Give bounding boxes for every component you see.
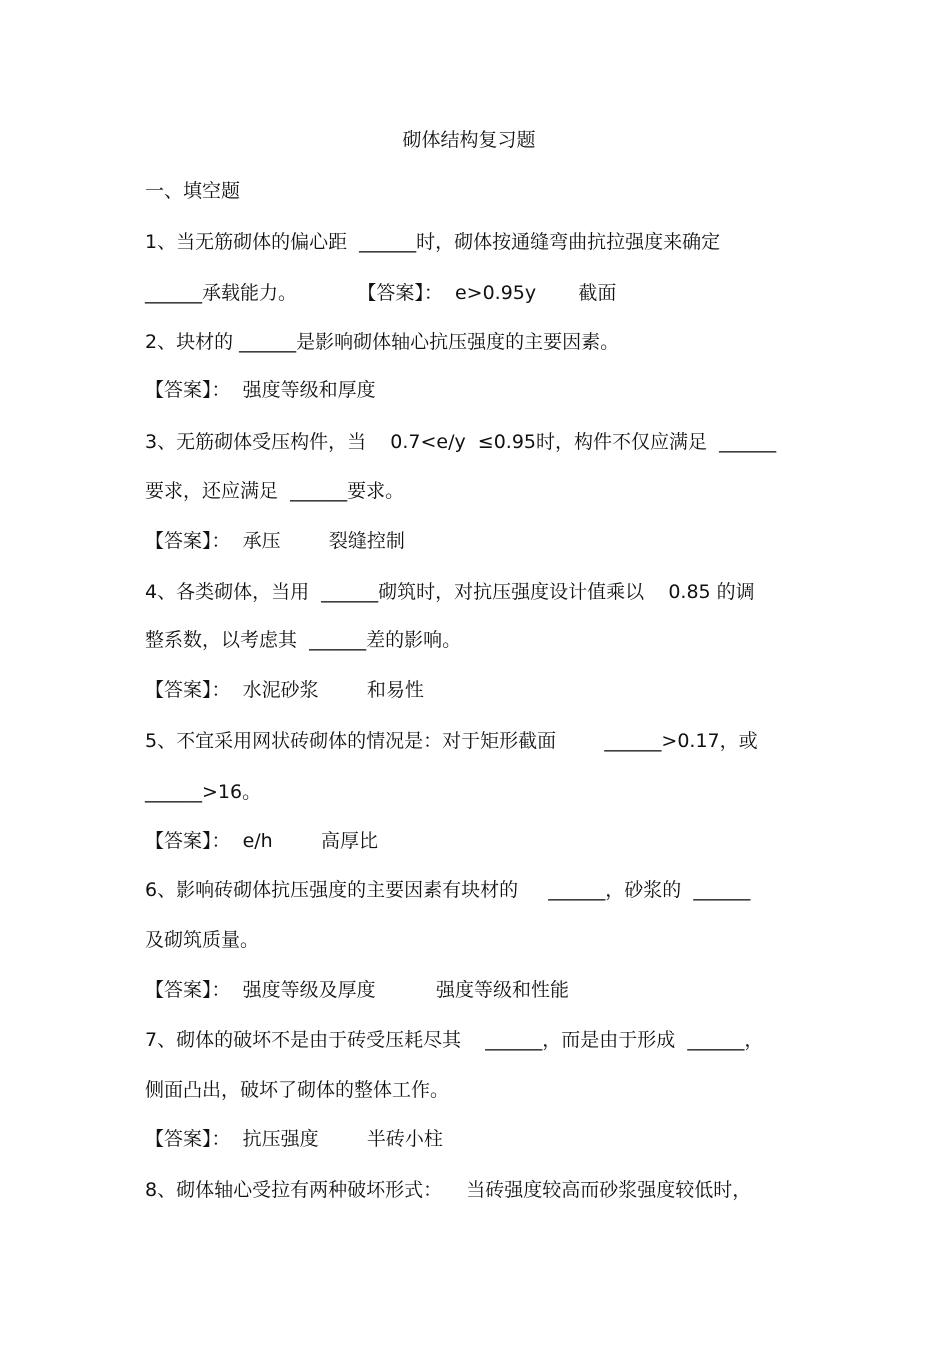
question-7-line-1: 7、砌体的破坏不是由于砖受压耗尽其 ______，而是由于形成 ______， — [145, 1029, 764, 1051]
question-5-line-2: ______>16。 — [145, 781, 262, 803]
question-6-line-2: 及砌筑质量。 — [145, 929, 260, 951]
question-4-line-1: 4、各类砌体，当用 ______砌筑时，对抗压强度设计值乘以 0.85 的调 — [145, 581, 755, 603]
question-7-line-2: 侧面凸出，破坏了砌体的整体工作。 — [145, 1079, 450, 1101]
question-4-line-2: 整系数，以考虑其 ______差的影响。 — [145, 629, 462, 651]
answer-4: 【答案】： 水泥砂浆 和易性 — [145, 679, 424, 701]
question-6-line-1: 6、影响砖砌体抗压强度的主要因素有块材的 ______，砂浆的 ______ — [145, 879, 751, 901]
question-1-line-2: ______承载能力。 【答案】： e>0.95y 截面 — [145, 282, 617, 304]
question-5-line-1: 5、不宜采用网状砖砌体的情况是：对于矩形截面 ______>0.17，或 — [145, 730, 758, 752]
answer-7: 【答案】： 抗压强度 半砖小柱 — [145, 1128, 443, 1150]
question-8-line-1: 8、砌体轴心受拉有两种破坏形式： 当砖强度较高而砂浆强度较低时， — [145, 1179, 752, 1201]
question-1-line-1: 1、当无筋砌体的偏心距 ______时，砌体按通缝弯曲抗拉强度来确定 — [145, 231, 721, 253]
answer-5: 【答案】： e/h 高厚比 — [145, 830, 379, 852]
question-3-line-2: 要求，还应满足 ______要求。 — [145, 480, 405, 502]
answer-3: 【答案】： 承压 裂缝控制 — [145, 530, 405, 552]
answer-6: 【答案】： 强度等级及厚度 强度等级和性能 — [145, 979, 569, 1001]
answer-2: 【答案】： 强度等级和厚度 — [145, 379, 376, 401]
section-heading: 一、填空题 — [145, 180, 241, 202]
question-2-line-1: 2、块材的 ______是影响砌体轴心抗压强度的主要因素。 — [145, 331, 620, 353]
question-3-line-1: 3、无筋砌体受压构件，当 0.7<e/y ≤0.95时，构件不仅应满足 ______ — [145, 431, 777, 453]
document-title: 砌体结构复习题 — [402, 129, 536, 151]
